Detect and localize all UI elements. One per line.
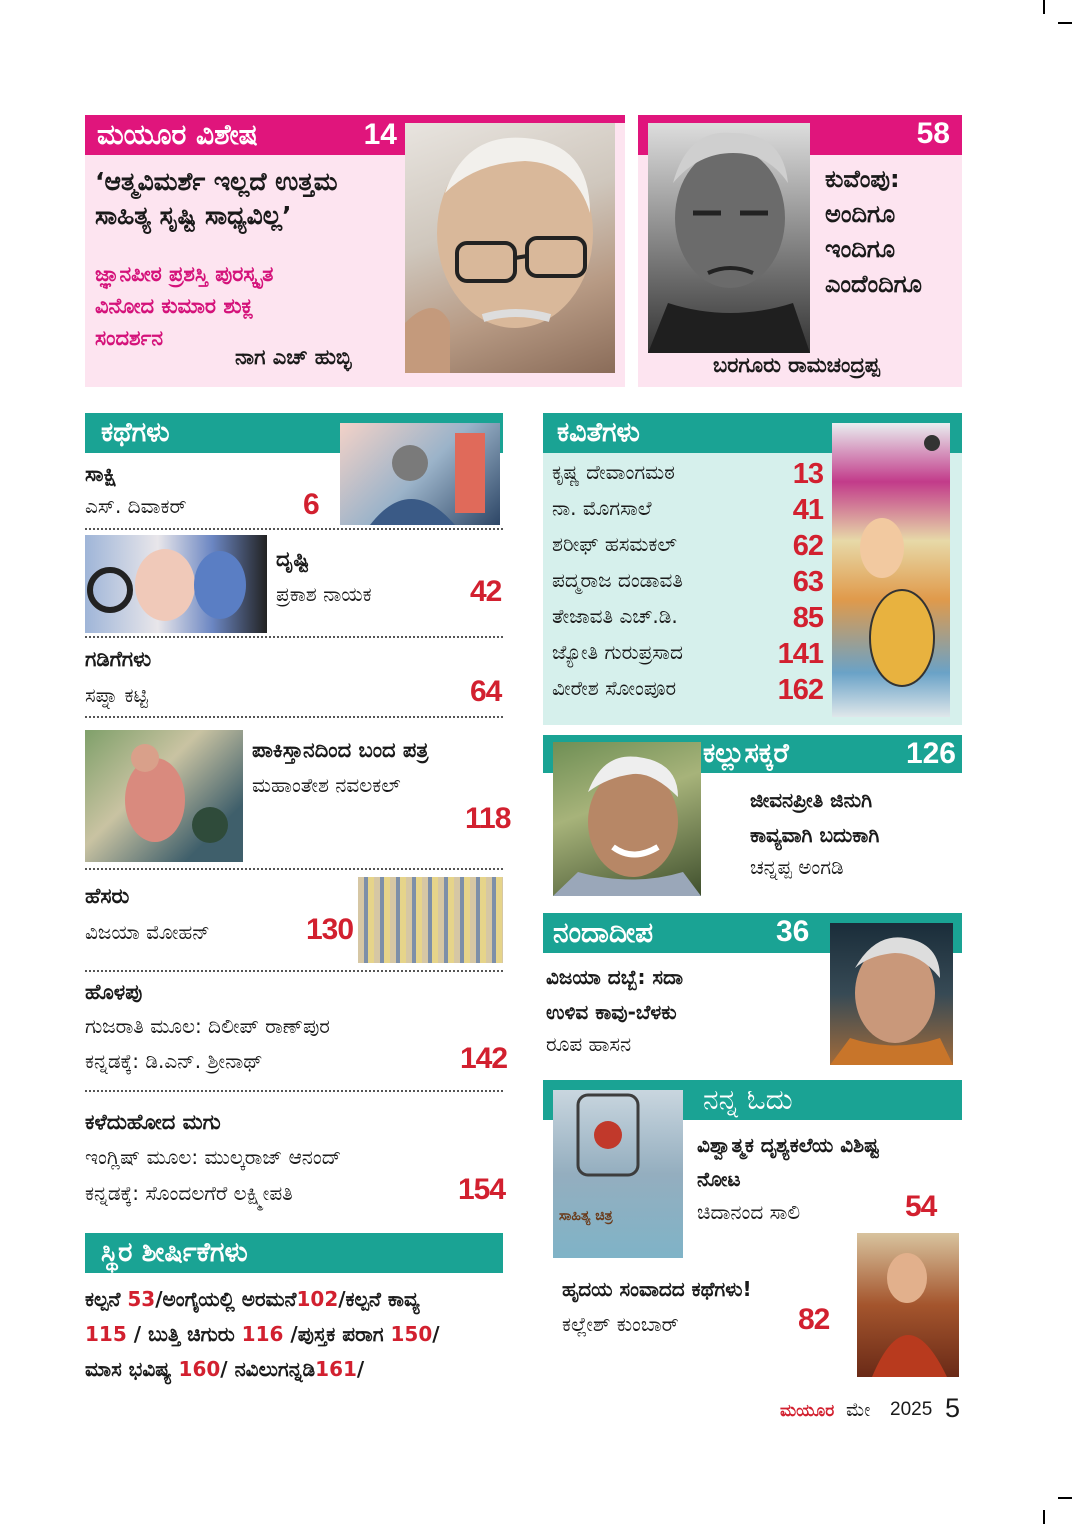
regular-item: / ನವಿಲುಗನ್ನಡಿ — [220, 1357, 316, 1381]
regular-page: 161 — [315, 1357, 357, 1381]
poet-name: ಕೃಷ್ಣ ದೇವಾಂಗಮಠ — [552, 460, 675, 484]
feature-headline-line: ಸಾಹಿತ್ಯ ಸೃಷ್ಟಿ ಸಾಧ್ಯವಿಲ್ಲ’ — [95, 201, 292, 230]
kuvempu-title — [825, 162, 922, 302]
second-book-art — [857, 1233, 959, 1377]
story-art — [85, 730, 243, 862]
nandadeepa-art — [830, 923, 953, 1065]
kallusakkare-author: ಚನ್ನಪ್ಪ ಅಂಗಡಿ — [750, 855, 844, 879]
divider — [85, 636, 503, 638]
kallusakkare-photo[interactable] — [553, 742, 701, 896]
stories-header: ಕಥೆಗಳು — [85, 413, 503, 453]
regular-list — [85, 1282, 505, 1387]
second-book-author: ಕಲ್ಲೇಶ್ ಕುಂಬಾರ್ — [562, 1312, 679, 1336]
story-art — [85, 535, 267, 633]
poem-page-number: 162 — [777, 674, 823, 706]
regular-item: / — [356, 1357, 365, 1381]
nandadeepa-page-number: 36 — [776, 915, 810, 948]
nanna-odu-line: ನೋಟ — [697, 1167, 741, 1191]
footer-year: 2025 — [890, 1399, 933, 1420]
kuvempu-author: ಬರಗೂರು ರಾಮಚಂದ್ರಪ್ಪ — [713, 353, 880, 377]
poem-page-number: 63 — [792, 566, 823, 598]
story-illustration-drushti[interactable] — [85, 535, 267, 633]
nanna-odu-line: ವಿಶ್ವಾತ್ಮಕ ದೃಶ್ಯಕಲೆಯ ವಿಶಿಷ್ಟ — [697, 1133, 880, 1157]
regular-item: / ಬುತ್ತಿ ಚಿಗುರು — [126, 1322, 242, 1346]
poem-page-number: 85 — [792, 602, 823, 634]
nanna-odu-title-text — [697, 1128, 879, 1196]
portrait-photo[interactable] — [405, 123, 615, 373]
second-book-cover[interactable] — [857, 1233, 959, 1377]
poet-name: ತೇಜಾವತಿ ಎಚ್.ಡಿ. — [552, 604, 678, 628]
regular-header: ಸ್ಥಿರ ಶೀರ್ಷಿಕೆಗಳು — [85, 1233, 503, 1273]
story-page-number: 130 — [306, 913, 354, 946]
story-title: ಹೆಸರು — [85, 884, 130, 908]
second-book-page-number: 82 — [798, 1303, 830, 1336]
kuvempu-title-line: ಎಂದೆಂದಿಗೂ — [825, 270, 922, 298]
poem-page-number: 13 — [792, 458, 823, 490]
story-author: ಮಹಾಂತೇಶ ನವಲಕಲ್ — [252, 773, 401, 797]
nandadeepa-line: ಉಳಿವ ಕಾವು-ಬೆಳಕು — [546, 1000, 677, 1024]
feature-subtitle — [95, 258, 273, 354]
regular-page: 150 — [390, 1322, 433, 1346]
story-translator: ಕನ್ನಡಕ್ಕೆ: ಸೊಂದಲಗೆರೆ ಲಕ್ಷ್ಮೀಪತಿ — [85, 1181, 293, 1205]
divider — [85, 1090, 503, 1092]
nandadeepa-photo[interactable] — [830, 923, 953, 1065]
portrait-illustration — [405, 123, 615, 373]
kuvempu-photo[interactable] — [648, 123, 810, 353]
regular-item: /ಪುಸ್ತಕ ಪರಾಗ — [283, 1322, 391, 1346]
feature-author: ನಾಗ ಎಚ್ ಹುಬ್ಳಿ — [235, 345, 352, 369]
kuvempu-title-line: ಅಂದಿಗೂ — [825, 200, 896, 228]
feature-header — [85, 115, 405, 155]
kallusakkare-line: ಕಾವ್ಯವಾಗಿ ಬದುಕಾಗಿ — [750, 823, 880, 847]
poet-name: ವೀರೇಶ ಸೋಂಪೂರ — [552, 676, 677, 700]
book-cover-art — [553, 1090, 683, 1258]
poem-page-number: 141 — [777, 638, 823, 670]
kuvempu-title-line: ಕುವೆಂಪು: — [825, 165, 900, 193]
kallusakkare-title-text — [750, 783, 879, 853]
crop-mark — [1058, 1497, 1072, 1499]
regular-line — [85, 1282, 505, 1317]
regular-page: 160 — [178, 1357, 221, 1381]
kallusakkare-page-number: 126 — [905, 737, 956, 770]
regular-page: 116 — [241, 1322, 284, 1346]
story-page-number: 118 — [465, 802, 511, 835]
nandadeepa-author: ರೂಪ ಹಾಸನ — [546, 1032, 632, 1056]
story-illustration-sakshi[interactable] — [340, 423, 500, 525]
poet-name: ಶರೀಫ್ ಹಸಮಕಲ್ — [552, 532, 677, 556]
story-title: ಗಡಿಗೆಗಳು — [85, 647, 152, 671]
poems-illustration[interactable] — [832, 423, 950, 717]
story-author: ಪ್ರಕಾಶ ನಾಯಕ — [276, 582, 372, 606]
story-title: ದೃಷ್ಟಿ — [276, 547, 310, 571]
regular-page: 102 — [296, 1287, 339, 1311]
poet-name: ಜ್ಯೋತಿ ಗುರುಪ್ರಸಾದ — [552, 640, 683, 664]
story-page-number: 142 — [460, 1042, 508, 1075]
kallusakkare-art — [553, 742, 701, 896]
regular-item: /ಕಲ್ಪನೆ ಕಾವ್ಯ — [338, 1287, 420, 1311]
poet-name: ಪದ್ಮರಾಜ ದಂಡಾವತಿ — [552, 568, 683, 592]
feature-page-number: 14 — [363, 118, 397, 151]
poem-page-number: 41 — [792, 494, 823, 526]
story-title: ಪಾಕಿಸ್ತಾನದಿಂದ ಬಂದ ಪತ್ರ — [252, 738, 429, 762]
kallusakkare-line: ಜೀವನಪ್ರೀತಿ ಜಿನುಗಿ — [750, 788, 873, 812]
feature-subtitle-line: ಜ್ಞಾನಪೀಠ ಪ್ರಶಸ್ತಿ ಪುರಸ್ಕೃತ — [95, 262, 274, 286]
divider — [85, 970, 503, 972]
divider — [85, 528, 503, 530]
feature-subtitle-line: ವಿನೋದ ಕುಮಾರ ಶುಕ್ಲ — [95, 294, 254, 318]
kallusakkare-title: ಕಲ್ಲುಸಕ್ಕರೆ — [703, 738, 789, 769]
kuvempu-illustration — [648, 123, 810, 353]
divider — [85, 868, 503, 870]
poem-page-number: 62 — [792, 530, 823, 562]
page-footer — [780, 1393, 970, 1427]
nandadeepa-line: ವಿಜಯಾ ದಬ್ಬೆ: ಸದಾ — [546, 965, 684, 989]
nandadeepa-title-text — [546, 960, 683, 1030]
story-page-number: 154 — [458, 1173, 506, 1206]
story-illustration-hesaru[interactable] — [358, 877, 503, 963]
nanna-odu-author: ಚಿದಾನಂದ ಸಾಲಿ — [697, 1200, 801, 1224]
feature-header-bar — [405, 115, 625, 123]
story-author: ವಿಜಯಾ ಮೋಹನ್ — [85, 920, 210, 944]
regular-page: 115 — [85, 1322, 127, 1346]
regular-item: / — [432, 1322, 440, 1346]
kuvempu-title-line: ಇಂದಿಗೂ — [825, 235, 896, 263]
story-author: ಸಪ್ನಾ ಕಟ್ಟಿ — [85, 683, 149, 707]
story-title: ಕಳೆದುಹೋದ ಮಗು — [85, 1110, 221, 1134]
story-page-number: 64 — [470, 675, 502, 708]
story-page-number: 42 — [470, 575, 502, 608]
regular-item: ಮಾಸ ಭವಿಷ್ಯ — [85, 1357, 179, 1381]
feature-headline-line: ‘ಆತ್ಮವಿಮರ್ಶೆ ಇಲ್ಲದೆ ಉತ್ತಮ — [95, 167, 338, 196]
footer-brand-logo: ಮಯೂರ — [780, 1401, 835, 1421]
crop-mark — [1058, 22, 1072, 24]
book-cover-title: ಸಾಹಿತ್ಯ ಚಿತ್ರ — [559, 1208, 613, 1224]
regular-page: 53 — [127, 1287, 156, 1311]
story-author: ಎಸ್. ದಿವಾಕರ್ — [85, 494, 187, 518]
story-author: ಗುಜರಾತಿ ಮೂಲ: ದಿಲೀಪ್ ರಾಣ್‌ಪುರ — [85, 1014, 330, 1038]
story-author: ಇಂಗ್ಲಿಷ್ ಮೂಲ: ಮುಲ್ಕರಾಜ್ ಆನಂದ್ — [85, 1145, 342, 1169]
feature-subtitle-line: ಸಂದರ್ಶನ — [95, 326, 164, 350]
footer-page-number: 5 — [945, 1393, 961, 1423]
nanna-odu-page-number: 54 — [905, 1190, 937, 1223]
kuvempu-page-number: 58 — [916, 117, 950, 150]
regular-item: ಕಲ್ಪನೆ — [85, 1287, 128, 1311]
story-illustration-pakistan[interactable] — [85, 730, 243, 862]
story-page-number: 6 — [303, 488, 319, 521]
footer-month: ಮೇ — [846, 1399, 871, 1421]
feature-headline — [95, 165, 337, 233]
crop-mark — [1043, 0, 1045, 14]
poems-art — [832, 423, 950, 717]
second-book-title: ಹೃದಯ ಸಂವಾದದ ಕಥೆಗಳು! — [562, 1277, 752, 1301]
poems-header: ಕವಿತೆಗಳು — [543, 413, 962, 453]
regular-line — [85, 1352, 505, 1387]
divider — [85, 716, 503, 718]
story-title: ಸಾಕ್ಷಿ — [85, 462, 117, 486]
crop-mark — [1043, 1510, 1045, 1524]
regular-item: /ಅಂಗೈಯಲ್ಲಿ ಅರಮನೆ — [155, 1287, 297, 1311]
poet-name: ನಾ. ಮೊಗಸಾಲೆ — [552, 496, 652, 520]
story-title: ಹೊಳಪು — [85, 980, 143, 1004]
story-translator: ಕನ್ನಡಕ್ಕೆ: ಡಿ.ಎನ್. ಶ್ರೀನಾಥ್ — [85, 1049, 263, 1073]
feature-title: ಮಯೂರ ವಿಶೇಷ — [97, 118, 258, 151]
nanna-odu-book-cover[interactable] — [553, 1090, 683, 1258]
regular-line — [85, 1317, 505, 1352]
story-art — [340, 423, 500, 525]
nandadeepa-title: ನಂದಾದೀಪ — [553, 916, 654, 949]
nanna-odu-title: ನನ್ನ ಓದು — [703, 1083, 793, 1116]
